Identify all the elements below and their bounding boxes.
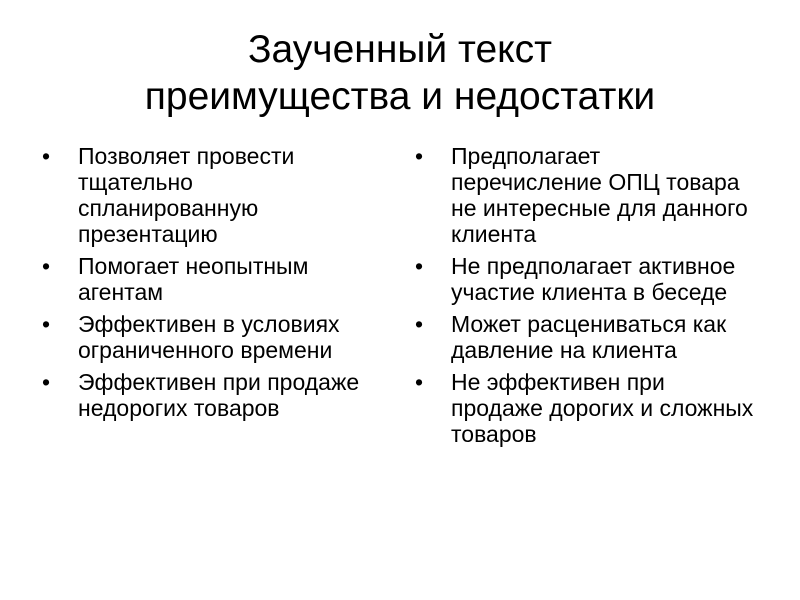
list-item [415,311,755,363]
list-item-text: Не эффективен при продаже дорогих и сложных товаров [451,369,754,447]
list-item [415,143,755,247]
list-item-text: Может расцениваться как давление на клиента [451,311,727,363]
list-item-text: Помогает неопытным агентам [78,253,309,305]
list-item-text: Предполагает перечисление ОПЦ товара не интересные для данного клиента [451,143,748,247]
list-item-text: Не предполагает активное участие клиента в беседе [451,253,736,305]
list-item [415,253,755,305]
title-line-1: Заученный текст [247,28,553,71]
bullet-icon: • [415,253,424,279]
bullet-icon: • [415,369,424,395]
bullet-icon: • [42,369,51,395]
list-item [42,143,377,247]
list-item [42,253,377,305]
advantages-list [42,143,377,421]
list-item-text: Позволяет провести тщательно спланированную презентацию [78,143,295,247]
bullet-icon: • [42,253,51,279]
list-item [42,369,377,421]
title-line-2: преимущества и недостатки [144,75,656,118]
bullet-icon: • [415,143,424,169]
slide-title [0,26,800,120]
list-item-text: Эффективен в условиях ограниченного времени [78,311,340,363]
disadvantages-column [415,143,755,453]
list-item [42,311,377,363]
bullet-icon: • [415,311,424,337]
list-item-text: Эффективен при продаже недорогих товаров [78,369,360,421]
list-item [415,369,755,447]
advantages-column [42,143,377,427]
bullet-icon: • [42,311,51,337]
disadvantages-list [415,143,755,447]
bullet-icon: • [42,143,51,169]
